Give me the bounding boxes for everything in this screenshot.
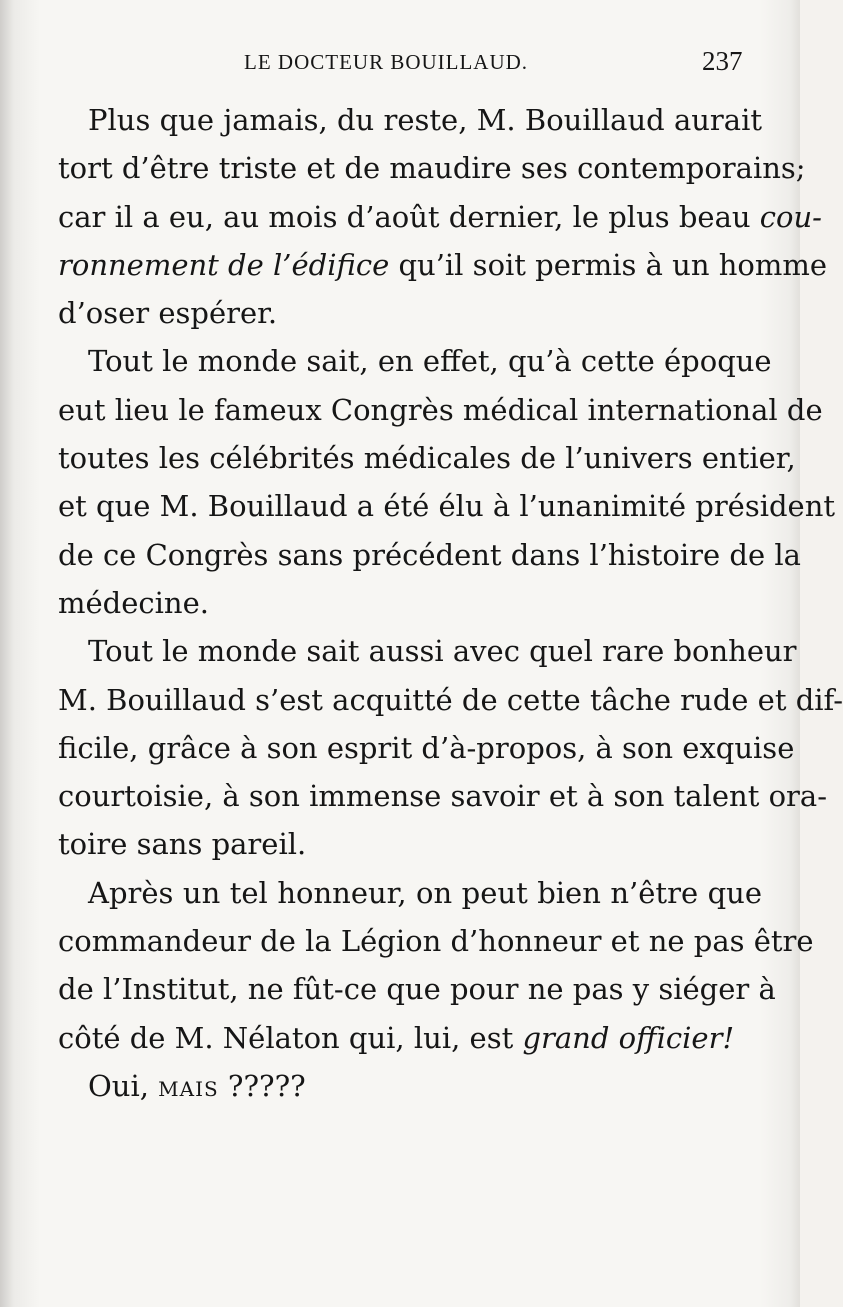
body-text	[58, 96, 843, 1110]
text-line: tort d’être triste et de maudire ses contemporains;	[58, 151, 806, 186]
running-head	[0, 46, 800, 80]
text-line: d’oser espérer.	[58, 296, 278, 331]
paragraph-5	[58, 1062, 762, 1110]
text-line: car il a eu, au mois d’août dernier, le plus beau cou-	[58, 199, 822, 234]
text-line: de l’Institut, ne fût-ce que pour ne pas y siéger à	[58, 972, 776, 1007]
text-line: et que M. Bouillaud a été élu à l’unanimité président	[58, 489, 836, 524]
paragraph-2	[58, 337, 836, 627]
running-title: LE DOCTEUR BOUILLAUD.	[244, 50, 529, 74]
page-number: 237	[702, 46, 743, 76]
text-line: de ce Congrès sans précédent dans l’histoire de la	[58, 537, 801, 572]
italic-text: cou-	[759, 199, 822, 234]
text-line: courtoisie, à son immense savoir et à son talent ora-	[58, 779, 827, 814]
small-caps-text: MAIS	[158, 1076, 219, 1101]
text-line: Tout le monde sait aussi avec quel rare bonheur	[88, 634, 797, 669]
text-line: toire sans pareil.	[58, 827, 307, 862]
text-line: Après un tel honneur, on peut bien n’être que	[88, 875, 762, 910]
text-line: médecine.	[58, 585, 209, 620]
text-line: toutes les célébrités médicales de l’univers entier,	[58, 441, 796, 476]
text-line: eut lieu le fameux Congrès médical international de	[58, 392, 823, 427]
text-line: Tout le monde sait, en effet, qu’à cette époque	[88, 344, 772, 379]
text-line: Plus que jamais, du reste, M. Bouillaud aurait	[88, 103, 762, 137]
paragraph-1	[58, 96, 828, 337]
italic-text: ronnement de l’édifice	[58, 247, 390, 282]
italic-text: grand officier!	[522, 1020, 735, 1055]
text-line: ronnement de l’édifice qu’il soit permis à un homme	[58, 247, 828, 282]
text-line: commandeur de la Légion d’honneur et ne pas être	[58, 924, 814, 959]
text-line: ficile, grâce à son esprit d’à-propos, à son exquise	[58, 730, 795, 765]
text-line: M. Bouillaud s’est acquitté de cette tâche rude et dif-	[58, 682, 843, 717]
text-line: Oui, MAIS ?????	[88, 1068, 306, 1103]
paragraph-4	[58, 869, 814, 1062]
paragraph-3	[58, 627, 843, 868]
text-line: côté de M. Nélaton qui, lui, est grand officier!	[58, 1020, 735, 1055]
